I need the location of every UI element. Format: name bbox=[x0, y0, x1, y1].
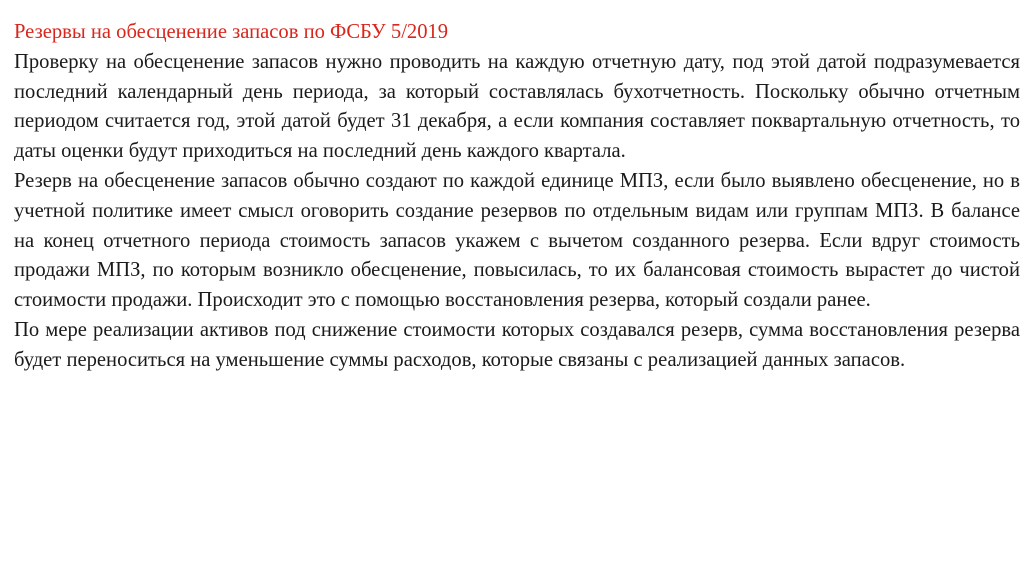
paragraph-valuation-date: Проверку на обесценение запасов нужно проводить на каждую отчетную дату, под этой датой подразумевается последний календарный день периода, за который составлялась бухотчетность. Поскольку обычно отчетным периодом считается год, этой датой будет 31 декабря, а если компания составляет поквартальную отчетность, то даты оценки будут приходиться на последний день каждого квартала. bbox=[14, 50, 1020, 163]
paragraph-reserve-recovery: По мере реализации активов под снижение стоимости которых создавался резерв, сумма восстановления резерва будет переноситься на уменьшение суммы расходов, которые связаны с реализацией данных запасов. bbox=[14, 318, 1020, 371]
paragraph-reserve-creation: Резерв на обесценение запасов обычно создают по каждой единице МПЗ, если было выявлено обесценение, но в учетной политике имеет смысл оговорить создание резервов по отдельным видам или группам МПЗ. В балансе на конец отчетного периода стоимость запасов укажем с вычетом созданного резерва. Если вдруг стоимость продажи МПЗ, по которым возникло обесценение, повысилась, то их балансовая стоимость вырастет до чистой стоимости продажи. Происходит это с помощью восстановления резерва, который создали ранее. bbox=[14, 169, 1020, 312]
slide-content bbox=[14, 18, 1020, 376]
slide-title: Резервы на обесценение запасов по ФСБУ 5/2019 bbox=[14, 21, 449, 43]
